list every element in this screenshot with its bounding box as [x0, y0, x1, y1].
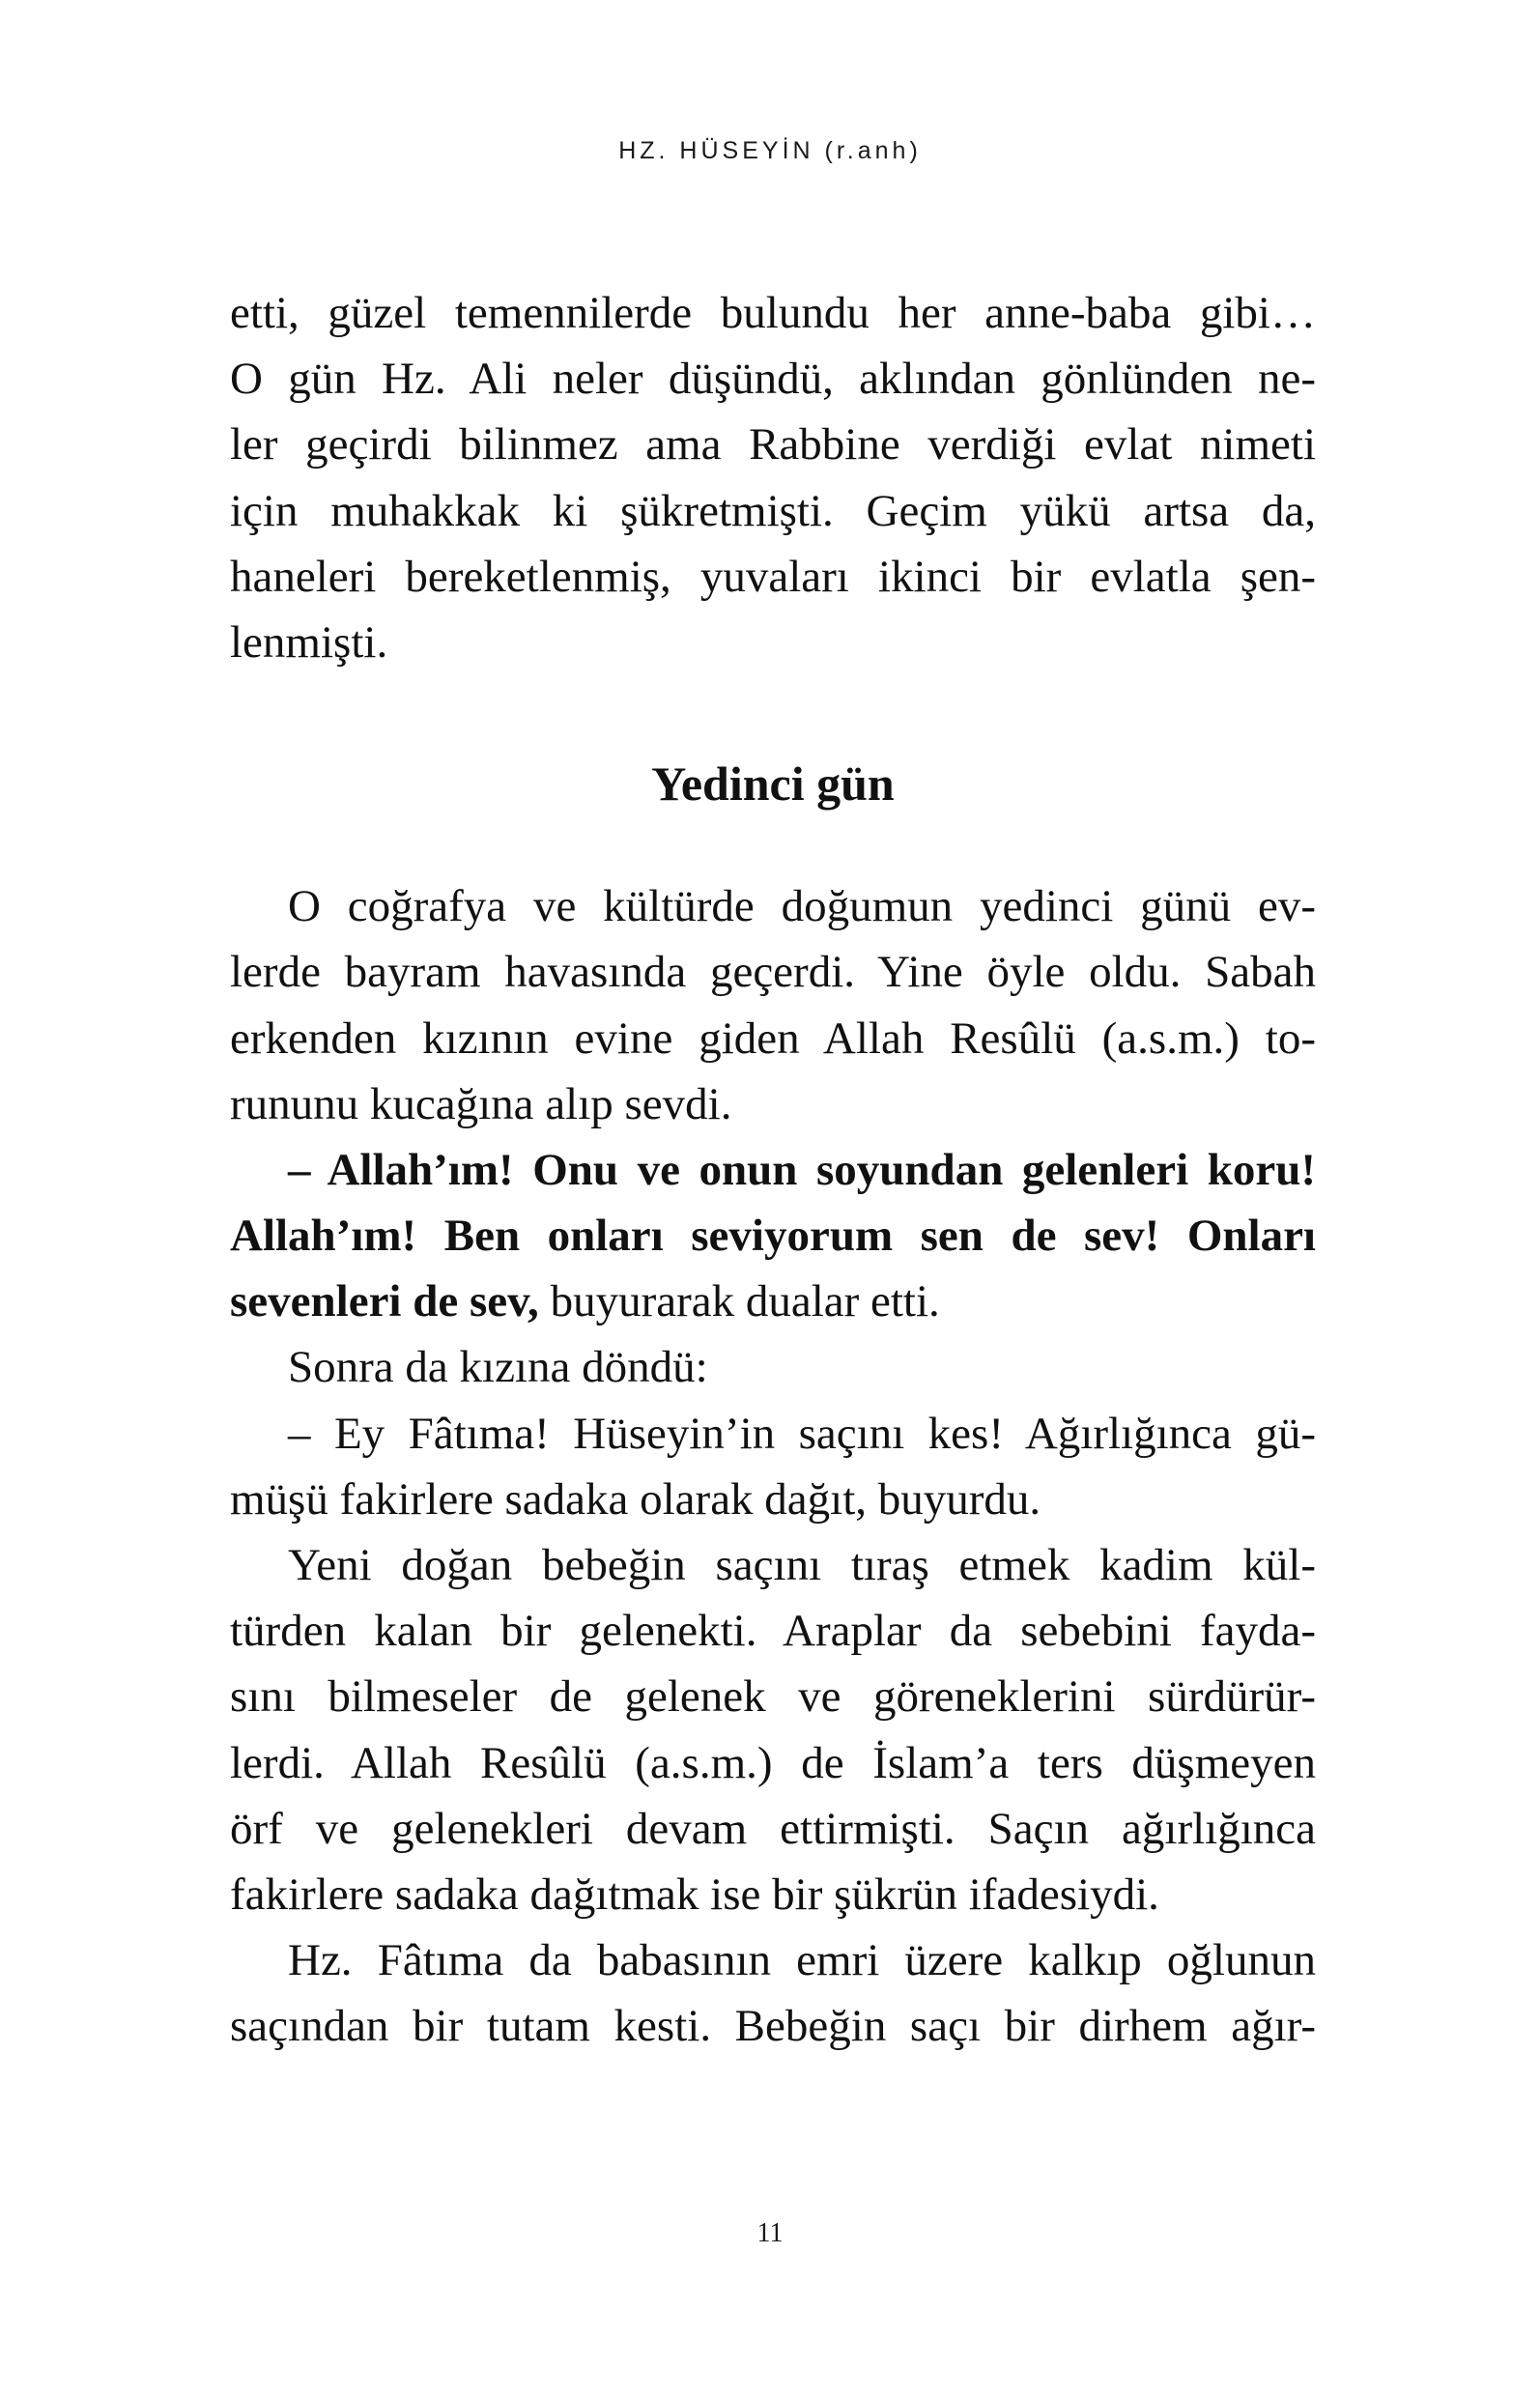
text-line: erkenden kızının evine giden Allah Resûlü (a.s.m.) to- — [230, 1013, 1316, 1064]
running-head-title: HZ. HÜSEYİN (r.anh) — [618, 137, 922, 164]
text-line: lerdi. Allah Resûlü (a.s.m.) de İslam’a ters düşmeyen — [230, 1737, 1316, 1788]
prayer-line-bold: – Allah’ım! Onu ve onun soyundan gelenleri koru! — [288, 1144, 1316, 1195]
paragraph-hair-tradition — [230, 1532, 1316, 1927]
prayer-bold-fragment: sevenleri de sev, — [230, 1276, 539, 1327]
text-line: türden kalan bir gelenekti. Araplar da sebebini fayda- — [230, 1606, 1316, 1657]
text-line: – Ey Fâtıma! Hüseyin’in saçını kes! Ağırlığınca gü- — [288, 1408, 1316, 1459]
text-line: fakirlere sadaka dağıtmak ise bir şükrün ifadesiydi. — [230, 1868, 1159, 1920]
text-line: lerde bayram havasında geçerdi. Yine öyle oldu. Sabah — [230, 947, 1316, 998]
text-line: Sonra da kızına döndü: — [288, 1342, 708, 1393]
text-line: haneleri bereketlenmiş, yuvaları ikinci bir evlatla şen- — [230, 551, 1316, 602]
dialogue-fatima — [230, 1401, 1316, 1532]
body-text-column — [230, 280, 1316, 2060]
prayer-line-mixed — [230, 1269, 1316, 1334]
text-line: için muhakkak ki şükretmişti. Geçim yükü artsa da, — [230, 485, 1316, 536]
text-line: ler geçirdi bilinmez ama Rabbine verdiği evlat nimeti — [230, 419, 1316, 471]
prayer-regular-fragment: buyurarak dualar etti. — [538, 1276, 940, 1327]
paragraph-seventh-day — [230, 873, 1316, 1137]
text-line: müşü fakirlere sadaka olarak dağıt, buyurdu. — [230, 1473, 1041, 1525]
prayer-quote — [230, 1137, 1316, 1335]
page-number: 11 — [756, 2218, 784, 2248]
text-line: örf ve gelenekleri devam ettirmişti. Saçın ağırlığınca — [230, 1803, 1316, 1854]
text-line: lenmişti. — [230, 616, 388, 668]
text-line: sını bilmeseler de gelenek ve göreneklerini sürdürür- — [230, 1671, 1316, 1723]
text-line: Yeni doğan bebeğin saçını tıraş etmek kadim kül- — [288, 1540, 1316, 1590]
text-line: saçından bir tutam kesti. Bebeğin saçı bir dirhem ağır- — [230, 2001, 1316, 2052]
text-line: rununu kucağına alıp sevdi. — [230, 1078, 732, 1129]
text-line: O gün Hz. Ali neler düşündü, aklından gönlünden ne- — [230, 354, 1316, 405]
paragraph-turned-to-daughter — [230, 1334, 1316, 1400]
section-heading: Yedinci gün — [651, 756, 895, 812]
paragraph-continuation — [230, 280, 1316, 675]
text-line: etti, güzel temennilerde bulundu her anne-baba gibi… — [230, 288, 1316, 338]
prayer-line-bold: Allah’ım! Ben onları seviyorum sen de sev! Onları — [230, 1211, 1316, 1262]
text-line: Hz. Fâtıma da babasının emri üzere kalkıp oğlunun — [288, 1935, 1316, 1986]
text-line: O coğrafya ve kültürde doğumun yedinci günü ev- — [288, 881, 1316, 932]
paragraph-fatima-cut — [230, 1927, 1316, 2059]
